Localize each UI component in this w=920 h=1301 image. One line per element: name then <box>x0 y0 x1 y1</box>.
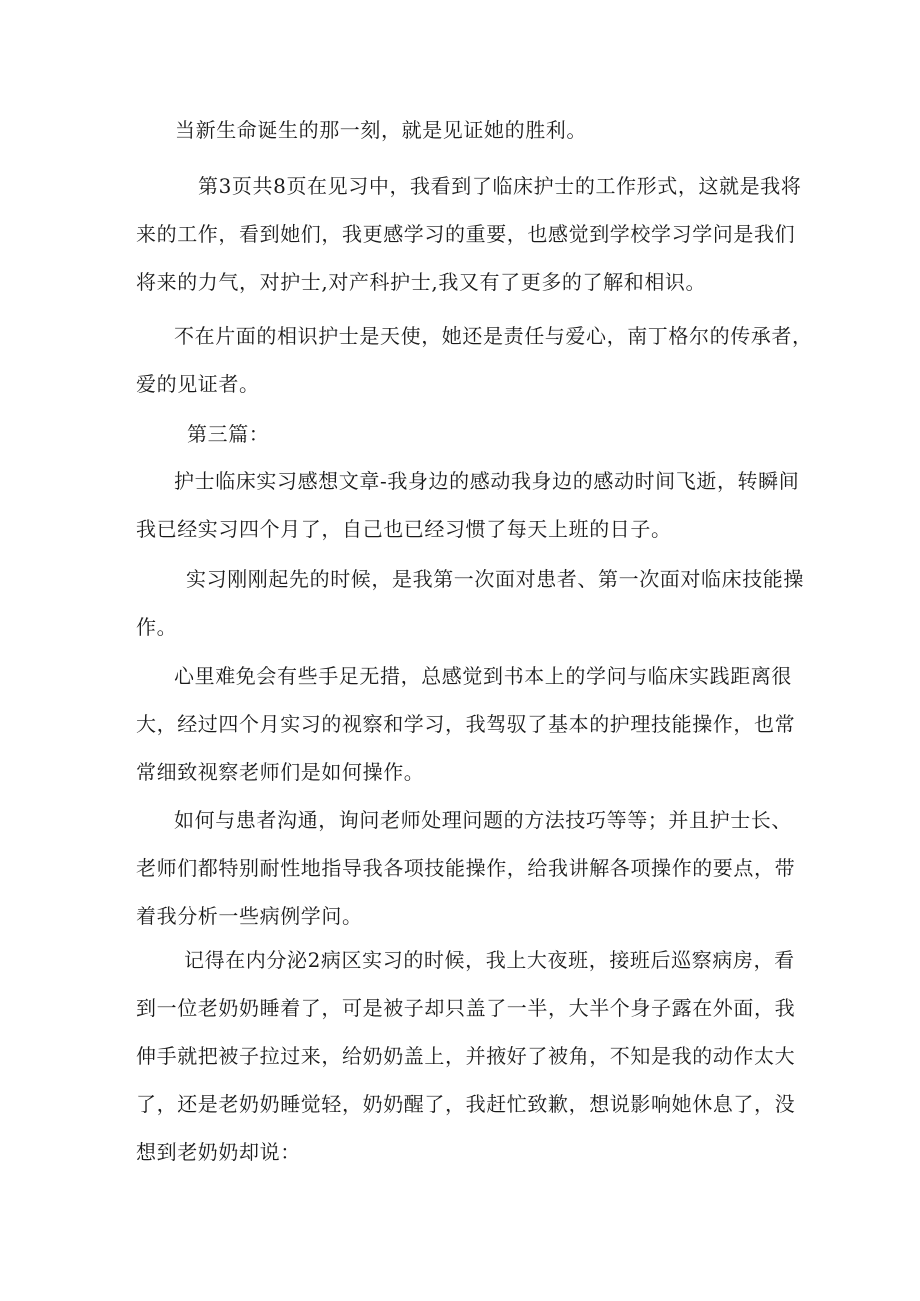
section-heading <box>187 410 269 458</box>
text-line: 伸手就把被子拉过来，给奶奶盖上，并掖好了被角，不知是我的动作太大 <box>136 1044 796 1068</box>
text-line: 记得在内分泌2病区实习的时候，我上大夜班，接班后巡察病房，看 <box>184 948 795 972</box>
paragraph-8 <box>136 796 795 940</box>
paragraph-9 <box>136 936 795 1176</box>
text-line: 心里难免会有些手足无措，总感觉到书本上的学问与临床实践距离很 <box>174 664 792 688</box>
paragraph-3 <box>136 312 813 408</box>
text-line: 爱的见证者。 <box>136 372 260 396</box>
paragraph-2 <box>136 162 801 306</box>
text-line: 我已经实习四个月了，自己也已经习惯了每天上班的日子。 <box>136 517 672 541</box>
text-line: 常细致视察老师们是如何操作。 <box>136 760 425 784</box>
text-line: 作。 <box>136 615 178 639</box>
text-line: 第3页共8页在见习中，我看到了临床护士的工作形式，这就是我将 <box>198 174 802 198</box>
text-line: 想到老奶奶却说： <box>136 1140 301 1164</box>
paragraph-5 <box>136 457 799 553</box>
text-line: 了，还是老奶奶睡觉轻，奶奶醒了，我赶忙致歉，想说影响她休息了，没 <box>136 1092 796 1116</box>
text-line: 第三篇： <box>187 422 270 446</box>
text-line: 不在片面的相识护士是天使，她还是责任与爱心，南丁格尔的传承者， <box>174 324 813 348</box>
text-line: 实习刚刚起先的时候，是我第一次面对患者、第一次面对临床技能操 <box>186 567 804 591</box>
text-line: 到一位老奶奶睡着了，可是被子却只盖了一半，大半个身子露在外面，我 <box>136 996 796 1020</box>
text-line: 如何与患者沟通，询问老师处理问题的方法技巧等等；并且护士长、 <box>174 808 792 832</box>
text-line: 护士临床实习感想文章-我身边的感动我身边的感动时间飞逝，转瞬间 <box>174 469 800 493</box>
text-line: 着我分析一些病例学问。 <box>136 904 363 928</box>
paragraph-7 <box>136 652 795 796</box>
text-line: 将来的力气，对护士,对产科护士,我又有了更多的了解和相识。 <box>136 270 707 294</box>
text-line: 当新生命诞生的那一刻，就是见证她的胜利。 <box>175 118 587 142</box>
text-line: 老师们都特别耐性地指导我各项技能操作，给我讲解各项操作的要点，带 <box>136 856 796 880</box>
text-line: 大，经过四个月实习的视察和学习，我驾驭了基本的护理技能操作，也常 <box>136 712 796 736</box>
text-line: 来的工作，看到她们，我更感学习的重要，也感觉到学校学习学问是我们 <box>136 222 796 246</box>
paragraph-6 <box>136 555 804 651</box>
paragraph-1 <box>175 106 587 154</box>
